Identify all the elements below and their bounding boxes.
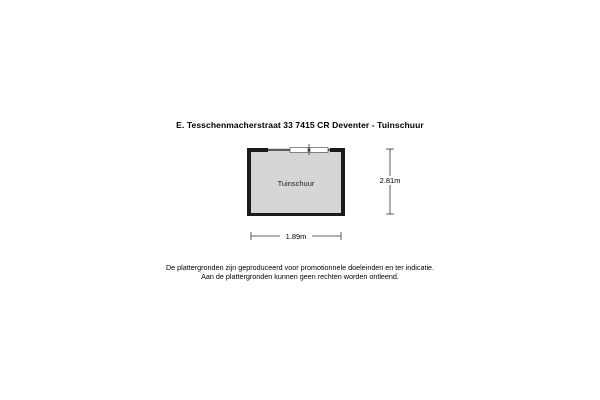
wall-top-left bbox=[247, 148, 268, 152]
wall-right bbox=[341, 148, 345, 216]
door-left-panel bbox=[290, 148, 308, 153]
height-dimension-label: 2.81m bbox=[379, 176, 401, 185]
shed-floorplan bbox=[247, 144, 345, 216]
wall-top-right bbox=[330, 148, 345, 152]
wall-left bbox=[247, 148, 251, 216]
width-dimension bbox=[251, 231, 341, 241]
door-right-panel bbox=[310, 148, 328, 153]
height-dimension bbox=[375, 149, 405, 214]
width-dimension-label: 1.89m bbox=[285, 232, 307, 241]
disclaimer-line-2: Aan de plattergronden kunnen geen rechten worden ontleend. bbox=[201, 272, 399, 281]
disclaimer-line-1: De plattergronden zijn geproduceerd voor promotionnele doeleinden en ter indicatie. bbox=[165, 263, 435, 272]
page-title: E. Tesschenmacherstraat 33 7415 CR Deventer - Tuinschuur bbox=[176, 120, 424, 130]
wall-bottom bbox=[247, 213, 345, 216]
room-label: Tuinschuur bbox=[277, 179, 315, 188]
